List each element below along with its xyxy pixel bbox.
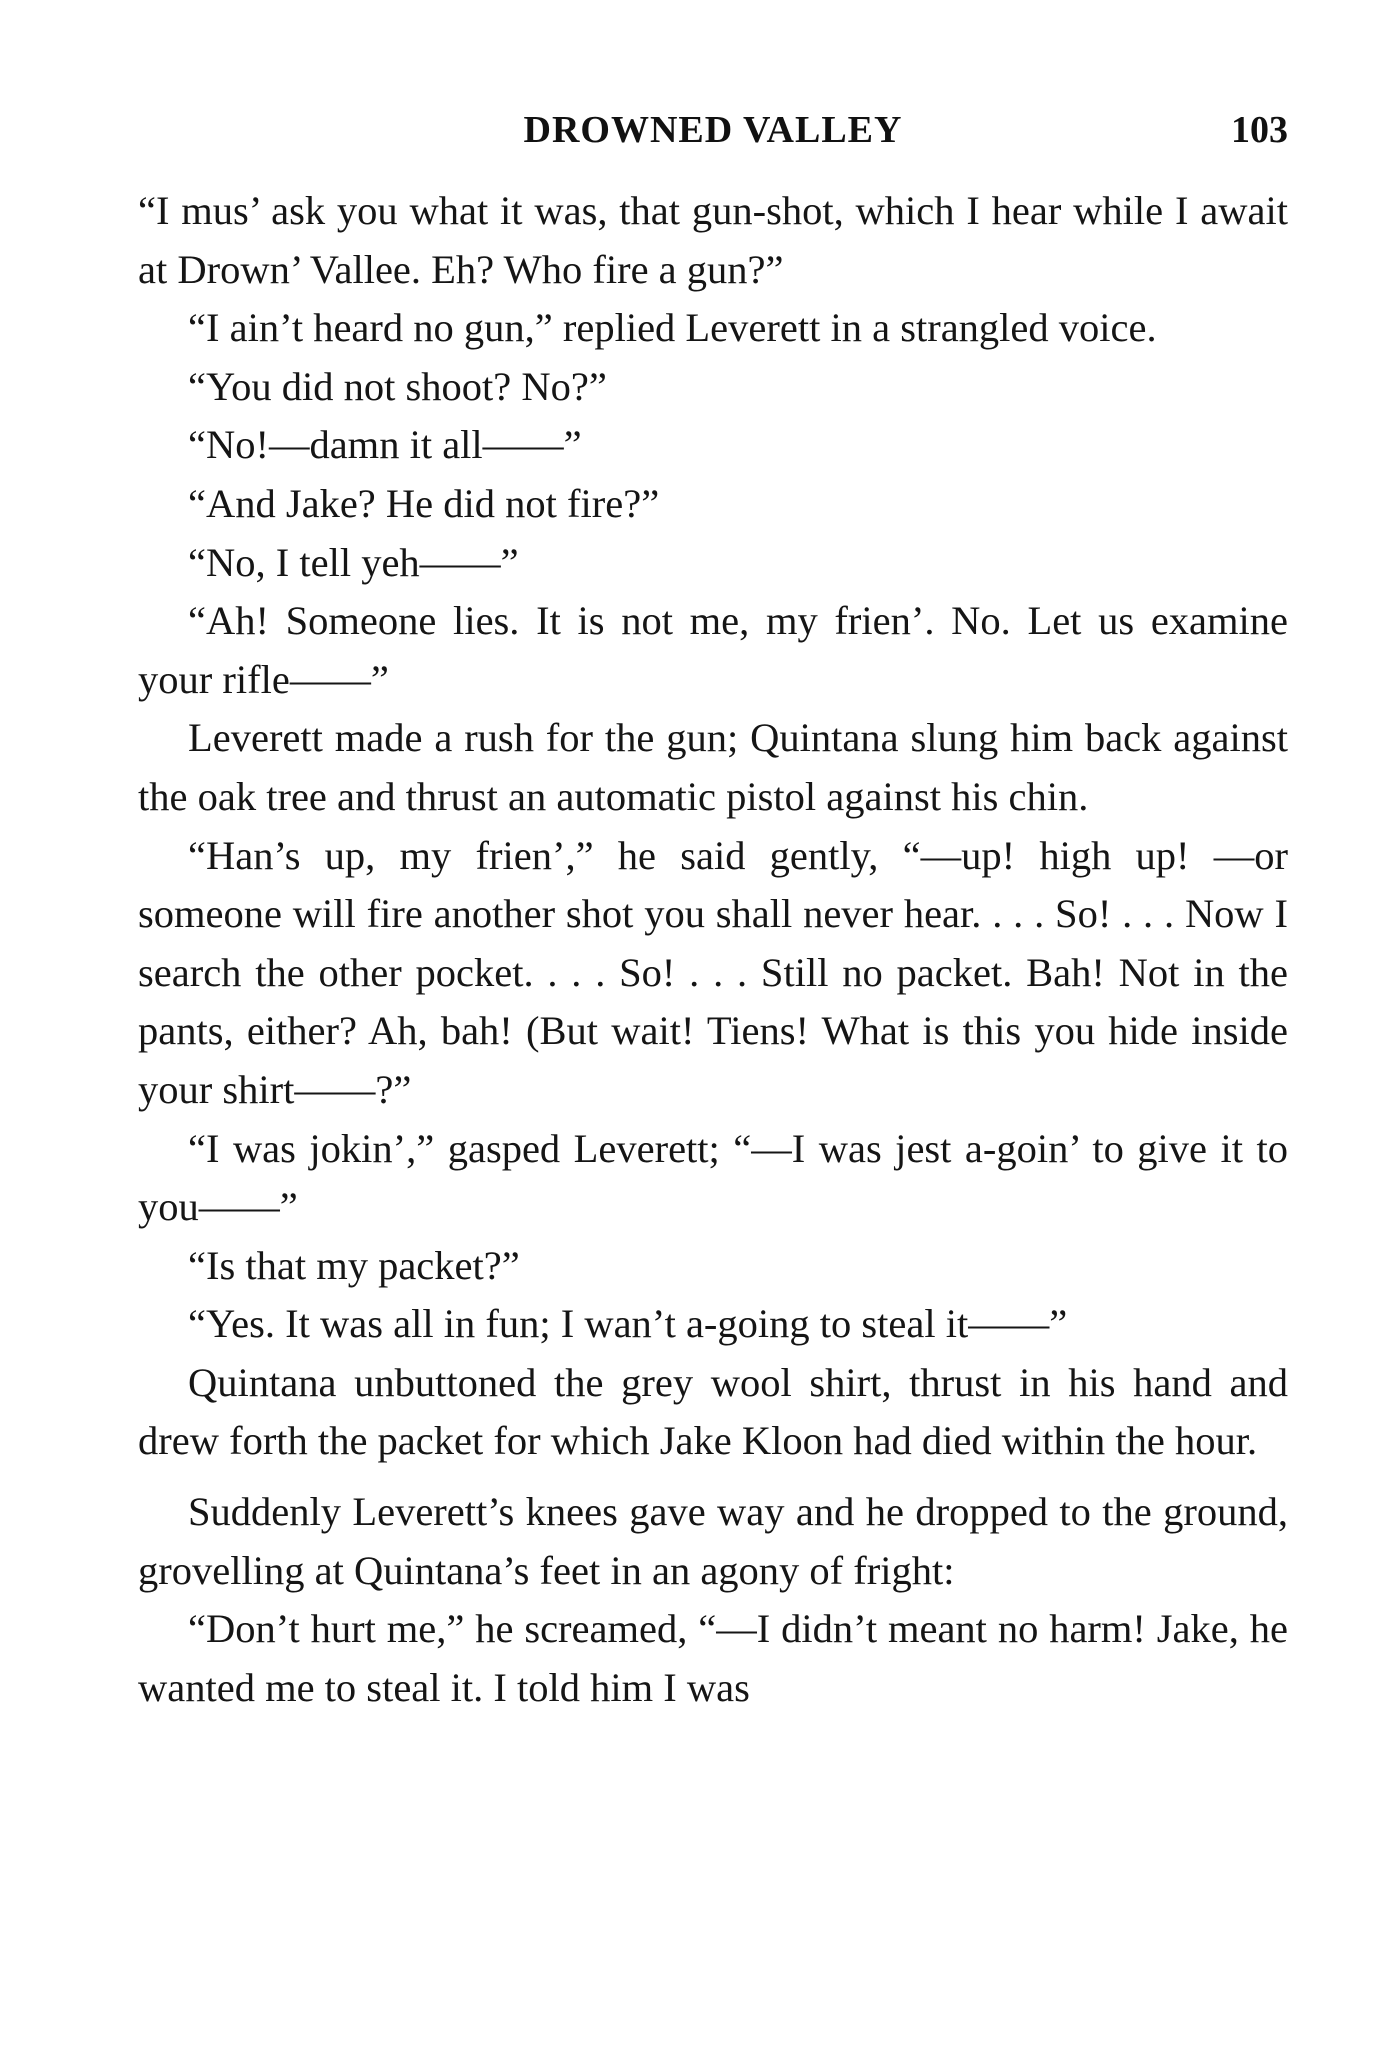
paragraph: “I ain’t heard no gun,” replied Leverett in a strangled voice. [188,305,1157,351]
paragraph: “Is that my packet?” [188,1242,520,1288]
body-text [138,182,1288,1717]
paragraph: “Han’s up, my frien’,” he said gently, “—up! high up! —or someone will fire another shot you shall never hear. . . . So! . . . Now I search the other pocket. . . . So! . . . Still no packet. Bah! Not in the pants, either? Ah, bah! (But wait! Tiens! What is this you hide inside your shirt——?” [138,832,1288,1112]
paragraph: Leverett made a rush for the gun; Quintana slung him back against the oak tree and thrust an automatic pistol against his chin. [138,715,1288,819]
page-header [138,108,1288,158]
paragraph: “And Jake? He did not fire?” [188,480,660,526]
paragraph: Quintana unbuttoned the grey wool shirt, thrust in his hand and drew forth the packet for which Jake Kloon had died within the hour. [138,1359,1288,1464]
paragraph: “No!—damn it all——” [188,422,582,468]
page-number: 103 [1231,109,1288,151]
running-title: DROWNED VALLEY [523,109,903,151]
paragraph: “I mus’ ask you what it was, that gun-shot, which I hear while I await at Drown’ Vallee. Eh? Who fire a gun?” [138,188,1288,292]
paragraph: “You did not shoot? No?” [188,363,607,409]
paragraph: “No, I tell yeh——” [188,539,519,585]
paragraph: “I was jokin’,” gasped Leverett; “—I was jest a-goin’ to give it to you——” [138,1125,1288,1230]
paragraph: “Yes. It was all in fun; I wan’t a-going to steal it——” [188,1301,1068,1347]
paragraph: Suddenly Leverett’s knees gave way and he dropped to the ground, grovelling at Quintana’s feet in an agony of fright: [138,1489,1288,1593]
paragraph: “Ah! Someone lies. It is not me, my frien’. No. Let us examine your rifle——” [138,598,1288,702]
paragraph: “Don’t hurt me,” he screamed, “—I didn’t meant no harm! Jake, he wanted me to steal it. I told him I was [138,1606,1288,1710]
